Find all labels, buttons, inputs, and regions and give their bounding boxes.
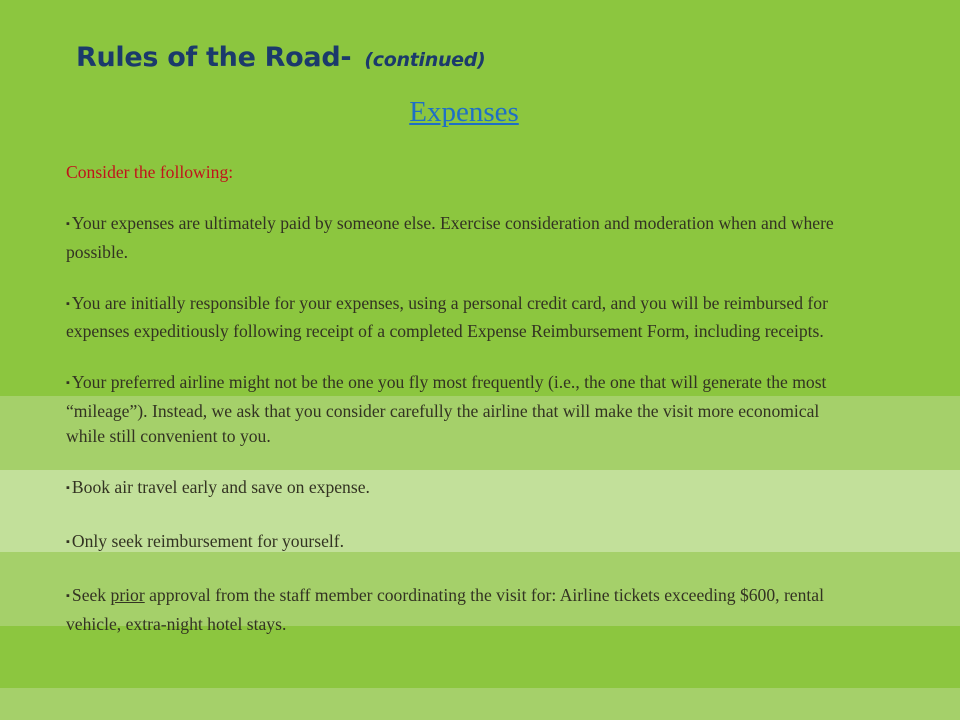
slide-body: [66, 160, 856, 663]
bullet-text-after: approval from the staff member coordinating the visit for: Airline tickets exceeding $600, rental vehicle, extra-night hotel stays.: [66, 585, 824, 634]
slide-title: [76, 42, 485, 73]
bullet-text: Only seek reimbursement for yourself.: [71, 531, 345, 551]
bullet-item: [66, 211, 856, 265]
section-heading-link[interactable]: Expenses: [409, 96, 519, 128]
bullet-item: [66, 291, 856, 345]
bullet-text-emphasis: prior: [110, 585, 145, 605]
bullet-marker-icon: ▪: [66, 482, 70, 494]
bullet-marker-icon: ▪: [66, 377, 70, 389]
bullet-text: You are initially responsible for your expenses, using a personal credit card, and you will be reimbursed for expenses expeditiously following receipt of a completed Expense Reimbursement Form, including receipts.: [66, 292, 828, 341]
bullet-text: Your preferred airline might not be the one you fly most frequently (i.e., the one that will generate the most “mileage”). Instead, we ask that you consider carefully the airline that will make the visit more economical while still convenient to you.: [66, 372, 827, 446]
bullet-text: Book air travel early and save on expense.: [71, 477, 370, 497]
bullet-item: [66, 370, 856, 450]
slide-title-suffix: (continued): [364, 49, 486, 71]
slide-title-text: Rules of the Road-: [76, 42, 352, 73]
bullet-item: [66, 529, 856, 558]
bullet-text-before: Seek: [71, 585, 111, 605]
bullet-item: [66, 583, 856, 637]
bullet-item: [66, 475, 856, 504]
bullet-marker-icon: ▪: [66, 297, 70, 310]
bullet-text: Your expenses are ultimately paid by someone else. Exercise consideration and moderation when and where possible.: [66, 213, 834, 262]
background-band-footer: [0, 688, 960, 720]
bullet-marker-icon: ▪: [66, 536, 70, 548]
bullet-marker-icon: ▪: [66, 590, 70, 602]
intro-text: Consider the following:: [66, 162, 234, 182]
bullet-marker-icon: ▪: [66, 218, 70, 230]
